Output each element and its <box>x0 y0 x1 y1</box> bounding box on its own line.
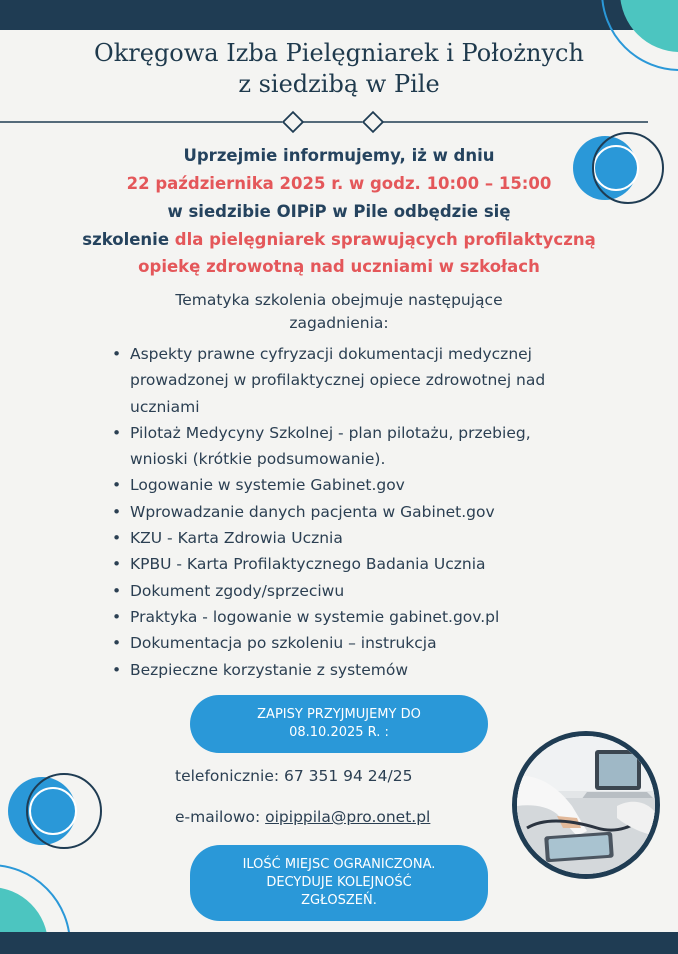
list-item: • Dokumentacja po szkoleniu – instrukcja <box>108 630 578 656</box>
list-item: • Aspekty prawne cyfryzacji dokumentacji medycznej prowadzonej w profilaktycznej opiece zdrowotnej nad uczniami <box>108 341 578 420</box>
notice-line-3: ZGŁOSZEŃ. <box>301 893 377 908</box>
announcement-date: 22 października 2025 r. w godz. 10:00 – 15:00 <box>126 174 552 193</box>
email-contact <box>175 808 430 826</box>
announcement-line-5: opiekę zdrowotną nad uczniami w szkołach <box>138 257 540 276</box>
diamond-icon <box>283 112 303 132</box>
list-item: • Wprowadzanie danych pacjenta w Gabinet.gov <box>108 499 578 525</box>
topics-intro-line-2: zagadnienia: <box>289 314 389 332</box>
list-item: • KZU - Karta Zdrowia Ucznia <box>108 525 578 551</box>
announcement-line-3: w siedzibie OIPiP w Pile odbędzie się <box>167 202 511 221</box>
overlapping-circles-icon <box>568 128 670 208</box>
notice-line-2: DECYDUJE KOLEJNOŚĆ <box>266 875 412 890</box>
limited-seats-notice <box>190 845 488 921</box>
list-item: • Pilotaż Medycyny Szkolnej - plan pilotażu, przebieg, wnioski (krótkie podsumowanie). <box>108 420 578 473</box>
announcement-line-4 <box>0 230 678 249</box>
announcement-line-4-part-1: szkolenie <box>82 230 175 249</box>
title-line-2: z siedzibą w Pile <box>238 70 440 98</box>
page-title <box>0 38 678 100</box>
registration-badge-line-2: 08.10.2025 R. : <box>289 725 389 740</box>
list-item: • Bezpieczne korzystanie z systemów <box>108 657 578 683</box>
topics-list <box>108 341 578 683</box>
diamond-icon <box>363 112 383 132</box>
bottom-bar <box>0 932 678 954</box>
phone-contact: telefonicznie: 67 351 94 24/25 <box>175 767 413 785</box>
announcement-line-1: Uprzejmie informujemy, iż w dniu <box>183 146 495 165</box>
email-link[interactable]: oipippila@pro.onet.pl <box>265 808 431 826</box>
title-line-1: Okręgowa Izba Pielęgniarek i Położnych <box>94 39 584 67</box>
topics-intro <box>0 289 678 335</box>
registration-deadline-badge <box>190 695 488 753</box>
list-item: • Praktyka - logowanie w systemie gabinet.gov.pl <box>108 604 578 630</box>
registration-badge-line-1: ZAPISY PRZYJMUJEMY DO <box>257 707 421 722</box>
corner-decoration-bottom-left <box>0 850 90 932</box>
photo-illustration <box>517 736 655 874</box>
email-prefix: e-mailowo: <box>175 808 266 826</box>
overlapping-circles-icon <box>0 768 106 854</box>
list-item: • KPBU - Karta Profilaktycznego Badania Ucznia <box>108 551 578 577</box>
doctor-laptop-photo <box>512 731 660 879</box>
top-bar <box>0 0 678 30</box>
list-item: • Logowanie w systemie Gabinet.gov <box>108 472 578 498</box>
announcement-line-4-part-2: dla pielęgniarek sprawujących profilaktyczną <box>174 230 596 249</box>
list-item: • Dokument zgody/sprzeciwu <box>108 578 578 604</box>
topics-intro-line-1: Tematyka szkolenia obejmuje następujące <box>175 291 503 309</box>
notice-line-1: ILOŚĆ MIEJSC OGRANICZONA. <box>242 857 436 872</box>
